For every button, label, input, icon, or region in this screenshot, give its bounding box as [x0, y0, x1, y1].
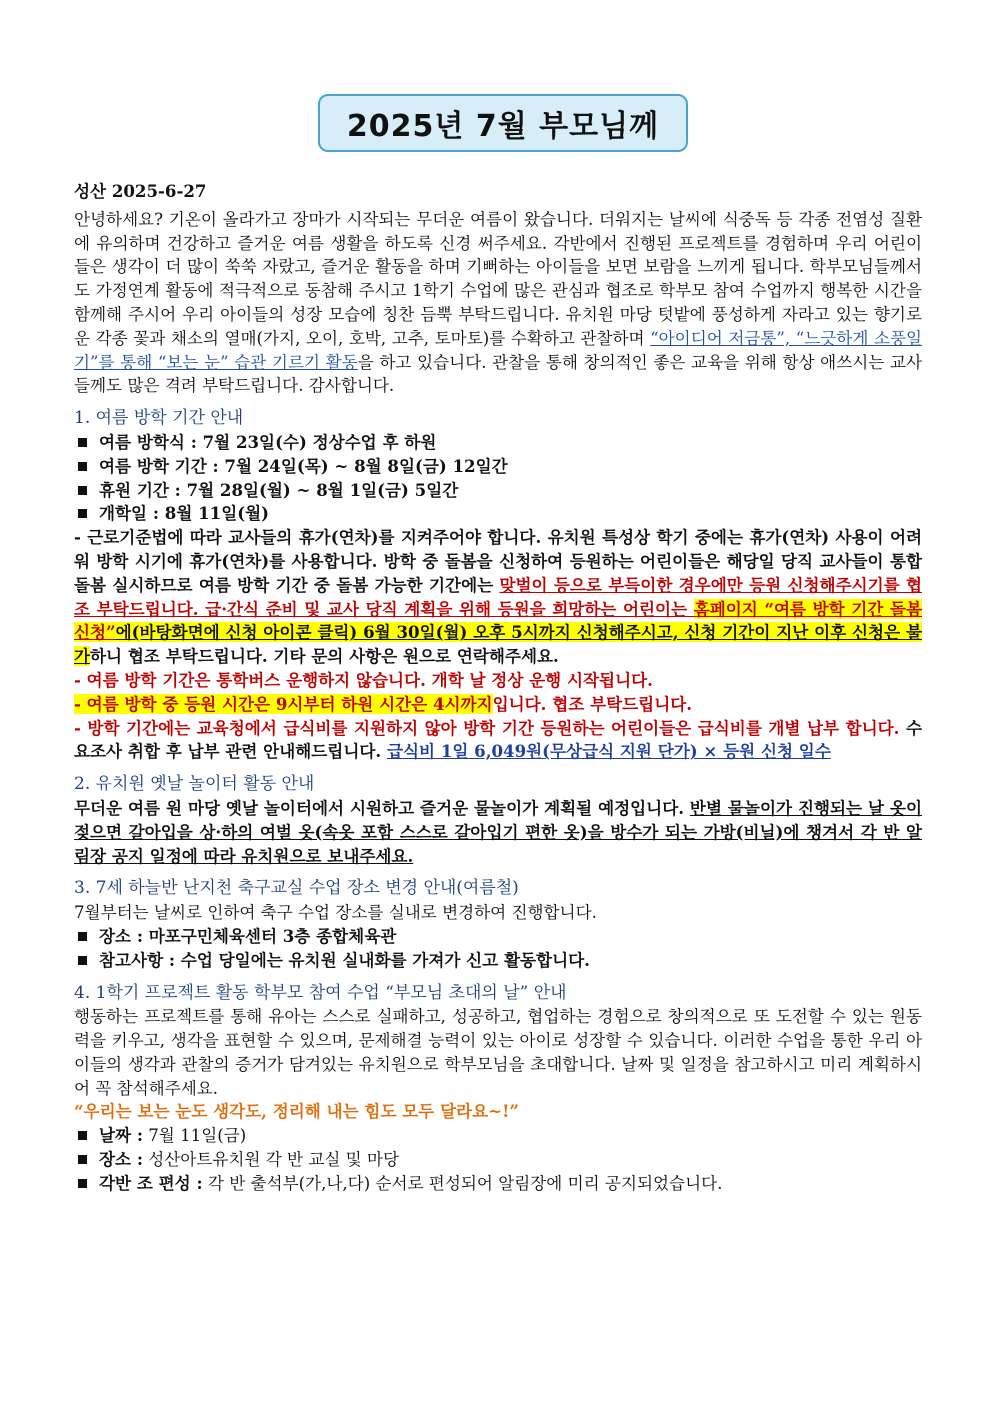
list-item — [74, 455, 922, 479]
list-item — [74, 431, 922, 455]
soccer-paragraph: 7월부터는 날씨로 인하여 축구 수업 장소를 실내로 변경하여 진행합니다. — [74, 903, 597, 923]
hours-request-text: 입니다. 협조 부탁드립니다. — [492, 693, 693, 714]
page-title: 2025년 7월 부모님께 — [318, 94, 688, 152]
section-4-heading: 4. 1학기 프로젝트 활동 학부모 참여 수업 “부모님 초대의 날” 안내 — [74, 982, 567, 1003]
care-homepage-text: 홈페이지 “여름 방학 기간 돌봄 신청” — [74, 598, 922, 643]
intro-text-2: 을 하고 있습니다. 관찰을 통해 창의적인 좋은 교육을 위해 항상 애쓰시는 교사들께도 많은 격려 부탁드립니다. 감사합니다. — [74, 352, 922, 396]
list-item-text: 여름 방학식 : 7월 23일(수) 정상수업 후 하원 — [99, 431, 437, 452]
square-bullet-icon — [78, 438, 87, 447]
meal-fee-survey-text: 수요조사 취합 후 납부 관련 안내해드립니다. — [74, 717, 922, 762]
list-item-text: 여름 방학 기간 : 7월 24일(목) ~ 8월 8일(금) 12일간 — [99, 455, 508, 476]
list-item — [74, 479, 922, 503]
list-item — [74, 1148, 922, 1172]
square-bullet-icon — [78, 1131, 87, 1140]
hours-notice — [74, 693, 922, 717]
list-item — [74, 949, 922, 973]
section-2-heading: 2. 유치원 옛날 놀이터 활동 안내 — [74, 774, 315, 795]
parent-day-paragraph: 행동하는 프로젝트를 통해 유아는 스스로 실패하고, 성공하고, 협업하는 경험으로 창의적으로 또 도전할 수 있는 원동력을 키우고, 생각을 표현할 수 있으며, 문제해결 능력이 있는 아이로 성장할 수 있습니다. 이러한 수업을 통한 우리 아이들의 생각과 관찰의 증거가 담겨있는 유치원으로 학부모님을 초대합니다. 날짜 및 일정을 참고하시고 미리 계획하시어 꼭 참석해주세요. — [74, 1007, 922, 1098]
section-1-heading: 1. 여름 방학 기간 안내 — [74, 408, 244, 429]
vacation-care-paragraph — [74, 526, 922, 669]
intro-paragraph — [74, 208, 922, 398]
care-contact-text: 하니 협조 부탁드립니다. 기타 문의 사항은 원으로 연락해주세요. — [90, 646, 559, 667]
care-request-text: 맞벌이 등으로 부득이한 경우에만 등원 신청해주시기를 협조 부탁드립니다. 급·간식 준비 및 교사 당직 계획을 위해 등원을 희망하는 어린이는 — [74, 574, 922, 619]
list-item-text: 장소 : 마포구민체육센터 3층 종합체육관 — [99, 925, 397, 946]
intro-text-1: 안녕하세요? 기온이 올라가고 장마가 시작되는 무더운 여름이 왔습니다. 더워지는 날씨에 식중독 등 각종 전염성 질환에 유의하며 건강하고 즐거운 여름 생활을 하도록 신경 써주세요. 각반에서 진행된 프로젝트를 경험하며 우리 어린이들은 생각이 더 많이 쑥쑥 자랐고, 즐거운 활동을 하며 기뻐하는 아이들을 보면 보람을 느끼게 됩니다. 학부모님들께서도 가정연계 활동에 적극적으로 동참해 주시고 1학기 수업에 많은 관심과 협조로 학부모 참여 수업까지 행복한 시간을 함께해 주시어 우리 아이들의 성장 모습에 칭찬 듬뿍 부탁드립니다. 유치원 마당 텃밭에 풍성하게 자라고 있는 향기로운 각종 꽃과 채소의 열매(가지, 오이, 호박, 고추, 토마토)를 수확하고 관찰하며 — [74, 209, 922, 348]
square-bullet-icon — [78, 486, 87, 495]
list-item — [74, 1124, 922, 1148]
intro-highlight-text: “아이디어 저금통”, “느긋하게 소풍일기”를 통해 “보는 눈” 습관 기르기 활동 — [74, 328, 923, 372]
list-item-value: 성산아트유치원 각 반 교실 및 마당 — [142, 1150, 400, 1170]
date-line: 성산 2025-6-27 — [74, 181, 207, 201]
square-bullet-icon — [78, 932, 87, 941]
list-item-text: 휴원 기간 : 7월 28일(월) ~ 8월 1일(금) 5일간 — [99, 479, 459, 500]
list-item — [74, 925, 922, 949]
list-item-label: 날짜 : — [99, 1125, 143, 1146]
list-item-label: 각반 조 편성 : — [99, 1172, 203, 1193]
list-item-label: 장소 : — [99, 1149, 143, 1170]
water-play-paragraph — [74, 797, 922, 868]
parent-day-quote: “우리는 보는 눈도 생각도, 정리해 내는 힘도 모두 달라요~!” — [74, 1101, 519, 1122]
hours-text: - 여름 방학 중 등원 시간은 9시부터 하원 시간은 4시까지 — [74, 693, 493, 714]
list-item-text: 개학일 : 8월 11일(월) — [99, 503, 269, 524]
section-3-heading: 3. 7세 하늘반 난지천 축구교실 수업 장소 변경 안내(여름철) — [74, 878, 519, 899]
list-item — [74, 1172, 922, 1196]
care-deadline-text: 에(바탕화면에 신청 아이콘 클릭) 6월 30일(월) 오후 5시까지 신청해주시고, 신청 기간이 지난 이후 신청은 불가 — [74, 622, 922, 667]
square-bullet-icon — [78, 462, 87, 471]
water-play-request-text: 반별 물놀이가 진행되는 날 옷이 젖으면 갈아입을 상·하의 여벌 옷(속옷 포함 스스로 갈아입기 편한 옷)을 방수가 되는 가방(비닐)에 챙겨서 각 반 알림장 공지 일정에 따라 유치원으로 보내주세요. — [74, 797, 922, 866]
meal-fee-text: - 방학 기간에는 교육청에서 급식비를 지원하지 않아 방학 기간 등원하는 어린이들은 급식비를 개별 납부 합니다. — [74, 717, 900, 738]
list-item-text: 참고사항 : 수업 당일에는 유치원 실내화를 가져가 신고 활동합니다. — [99, 949, 590, 970]
square-bullet-icon — [78, 1155, 87, 1164]
list-item-value: 7월 11일(금) — [142, 1126, 247, 1146]
list-item-value: 각 반 출석부(가,나,다) 순서로 편성되어 알림장에 미리 공지되었습니다. — [202, 1173, 723, 1193]
meal-fee-calculation: 급식비 1일 6,049원(무상급식 지원 단가) × 등원 신청 일수 — [386, 741, 831, 762]
list-item — [74, 502, 922, 526]
bus-notice: - 여름 방학 기간은 통학버스 운행하지 않습니다. 개학 날 정상 운행 시작됩니다. — [74, 669, 653, 690]
meal-fee-notice — [74, 717, 922, 765]
square-bullet-icon — [78, 1179, 87, 1188]
square-bullet-icon — [78, 956, 87, 965]
notice-content — [74, 180, 922, 1196]
care-text: - 근로기준법에 따라 교사들의 휴가(연차)를 지켜주어야 합니다. 유치원 특성상 학기 중에는 휴가(연차) 사용이 어려워 방학 시기에 휴가(연차)를 사용합니다. 방학 중 돌봄을 신청하여 등원하는 어린이들은 해당일 당직 교사들이 통합 돌봄 실시하므로 여름 방학 기간 중 돌봄 가능한 기간에는 — [74, 527, 922, 595]
square-bullet-icon — [78, 509, 87, 518]
water-play-text: 무더운 여름 원 마당 옛날 놀이터에서 시원하고 즐거운 물놀이가 계획될 예정입니다. — [74, 797, 690, 818]
